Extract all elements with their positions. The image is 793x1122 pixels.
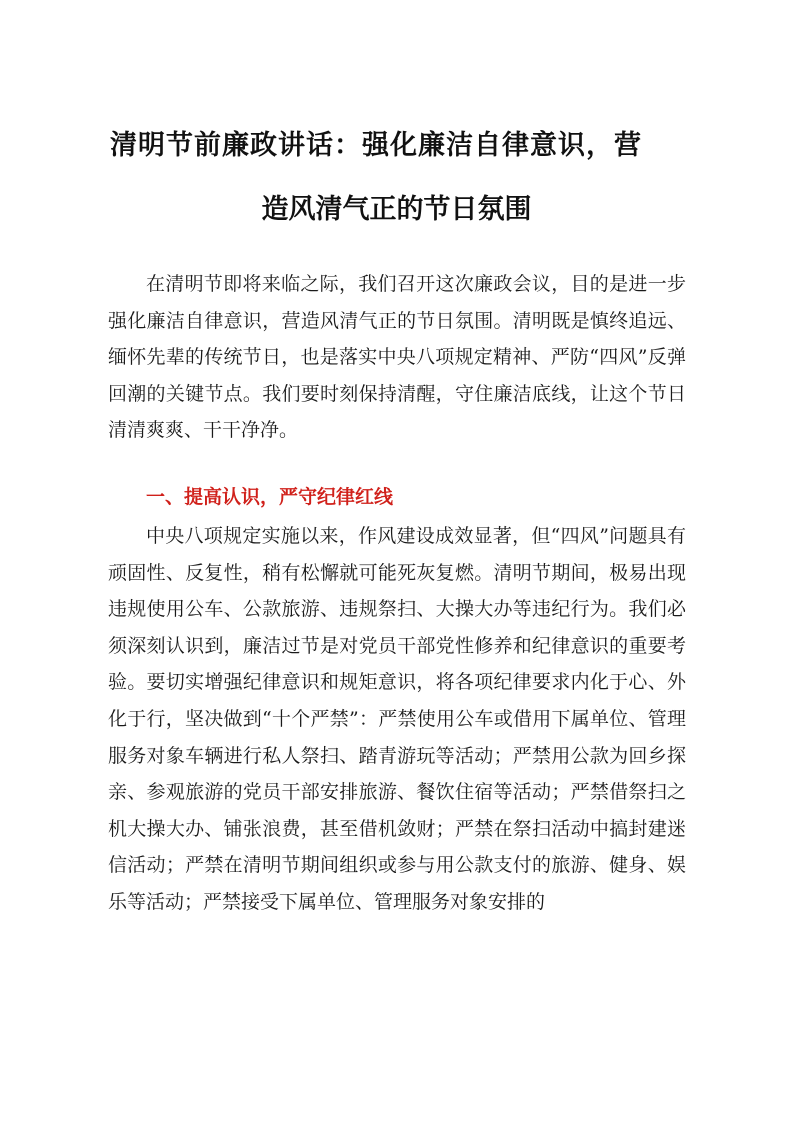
intro-section — [108, 266, 686, 449]
document-title-line-2: 造风清气正的节日氛围 — [261, 194, 532, 225]
document-title-line-1: 清明节前廉政讲话：强化廉洁自律意识，营 — [110, 130, 642, 161]
section-heading: 一、提高认识，严守纪律红线 — [146, 486, 394, 508]
section-body — [108, 518, 686, 921]
section-paragraph: 中央八项规定实施以来，作风建设成效显著，但“四风”问题具有顽固性、反复性，稍有松懈就可能死灰复燃。清明节期间，极易出现违规使用公车、公款旅游、违规祭扫、大操大办等违纪行为。我们必须深刻认识到，廉洁过节是对党员干部党性修养和纪律意识的重要考验。要切实增强纪律意识和规矩意识，将各项纪律要求内化于心、外化于行，坚决做到“十个严禁”：严禁使用公车或借用下属单位、管理服务对象车辆进行私人祭扫、踏青游玩等活动；严禁用公款为回乡探亲、参观旅游的党员干部安排旅游、餐饮住宿等活动；严禁借祭扫之机大操大办、铺张浪费，甚至借机敛财；严禁在祭扫活动中搞封建迷信活动；严禁在清明节期间组织或参与用公款支付的旅游、健身、娱乐等活动；严禁接受下属单位、管理服务对象安排的 — [108, 525, 686, 913]
intro-paragraph: 在清明节即将来临之际，我们召开这次廉政会议，目的是进一步强化廉洁自律意识，营造风清气正的节日氛围。清明既是慎终追远、缅怀先辈的传统节日，也是落实中央八项规定精神、严防“四风”反弹回潮的关键节点。我们要时刻保持清醒，守住廉洁底线，让这个节日清清爽爽、干干净净。 — [108, 273, 686, 442]
